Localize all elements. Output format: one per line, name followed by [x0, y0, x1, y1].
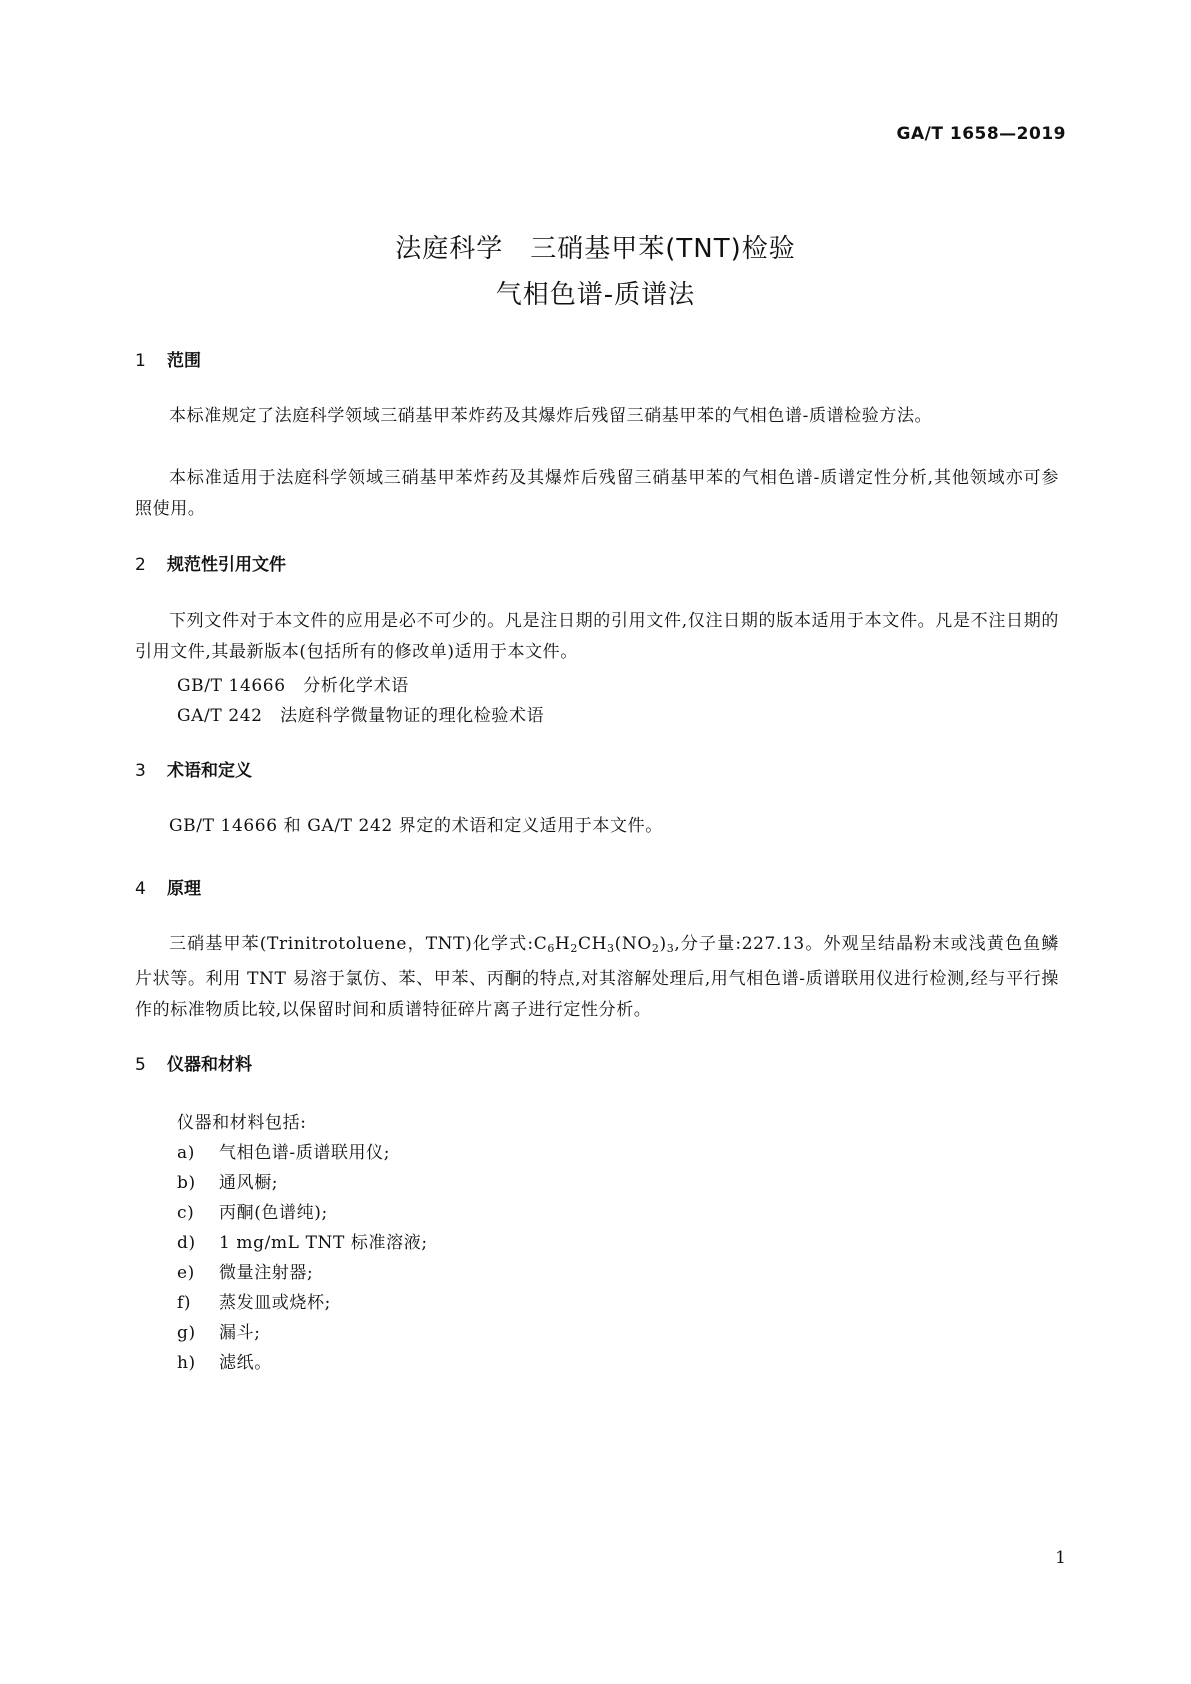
- list-item: [177, 1258, 313, 1283]
- list-marker: b): [177, 1173, 196, 1193]
- list-item-text: 丙酮(色谱纯);: [219, 1203, 328, 1223]
- list-marker: a): [177, 1143, 195, 1163]
- principle-text-d: (NO: [614, 934, 652, 954]
- list-item-text: 1 mg/mL TNT 标准溶液;: [219, 1233, 428, 1253]
- list-item: [177, 1198, 328, 1223]
- section-1-paragraph-1: 本标准规定了法庭科学领域三硝基甲苯炸药及其爆炸后残留三硝基甲苯的气相色谱-质谱检验方法。: [169, 406, 933, 426]
- subscript: 3: [607, 942, 615, 955]
- list-item-text: 漏斗;: [219, 1323, 261, 1343]
- document-title-line1: 法庭科学 三硝基甲苯(TNT)检验: [395, 234, 796, 264]
- list-item: [177, 1138, 390, 1163]
- principle-text-b: H: [554, 934, 571, 954]
- section-title: 规范性引用文件: [167, 555, 286, 575]
- subscript: 3: [666, 942, 675, 955]
- principle-text-f: ,分子量:227.13。外观呈结晶粉末或浅黄色鱼鳞片状等。利用 TNT 易溶于氯仿、苯、甲苯、丙酮的特点,对其溶解处理后,用气相色谱-质谱联用仪进行检测,经与平行操作的标准物质比较,以保留时间和质谱特征碎片离子进行定性分析。: [135, 934, 1059, 1020]
- list-item-text: 通风橱;: [219, 1173, 279, 1193]
- list-item-text: 微量注射器;: [219, 1263, 314, 1283]
- list-item: [177, 1318, 261, 1343]
- list-marker: d): [177, 1233, 196, 1253]
- list-marker: g): [177, 1323, 196, 1343]
- document-code: GA/T 1658—2019: [896, 124, 1066, 144]
- list-item: [177, 1288, 331, 1313]
- section-1-paragraph-2: 本标准适用于法庭科学领域三硝基甲苯炸药及其爆炸后残留三硝基甲苯的气相色谱-质谱定性分析,其他领域亦可参照使用。: [135, 468, 1059, 519]
- section-4-paragraph-1: [135, 929, 1059, 1026]
- list-item-text: 蒸发皿或烧杯;: [219, 1293, 331, 1313]
- list-item-text: 气相色谱-质谱联用仪;: [219, 1143, 391, 1163]
- section-title: 范围: [167, 351, 201, 371]
- section-number: 4: [135, 879, 146, 899]
- section-title: 原理: [167, 879, 201, 899]
- list-item: [177, 1348, 272, 1373]
- section-number: 2: [135, 555, 146, 575]
- principle-text-c: CH: [577, 934, 608, 954]
- section-number: 5: [135, 1055, 146, 1075]
- normative-reference-1: GB/T 14666 分析化学术语: [177, 676, 409, 696]
- section-title: 仪器和材料: [167, 1055, 252, 1075]
- section-2-paragraph-1: 下列文件对于本文件的应用是必不可少的。凡是注日期的引用文件,仅注日期的版本适用于本文件。凡是不注日期的引用文件,其最新版本(包括所有的修改单)适用于本文件。: [135, 611, 1059, 662]
- list-marker: f): [177, 1293, 192, 1313]
- section-1-heading: [135, 346, 201, 371]
- section-3-paragraph-1: GB/T 14666 和 GA/T 242 界定的术语和定义适用于本文件。: [169, 816, 663, 836]
- section-2-heading: [135, 550, 286, 575]
- list-marker: h): [177, 1353, 196, 1373]
- subscript: 6: [547, 942, 555, 955]
- list-item: [177, 1228, 428, 1253]
- principle-text-a: 三硝基甲苯(Trinitrotoluene，TNT)化学式:C: [169, 934, 548, 954]
- section-4-heading: [135, 874, 201, 899]
- document-title-line2: 气相色谱-质谱法: [495, 280, 696, 310]
- section-5-heading: [135, 1050, 252, 1075]
- principle-text-e: ): [659, 934, 667, 954]
- section-number: 3: [135, 761, 146, 781]
- normative-reference-2: GA/T 242 法庭科学微量物证的理化检验术语: [177, 706, 545, 726]
- list-item: [177, 1168, 278, 1193]
- materials-intro: 仪器和材料包括:: [177, 1113, 307, 1133]
- subscript: 2: [570, 942, 578, 955]
- list-marker: e): [177, 1263, 195, 1283]
- section-title: 术语和定义: [167, 761, 252, 781]
- subscript: 2: [651, 942, 660, 955]
- page-number: 1: [1055, 1548, 1066, 1568]
- section-number: 1: [135, 351, 146, 371]
- section-3-heading: [135, 756, 252, 781]
- list-item-text: 滤纸。: [219, 1353, 272, 1373]
- list-marker: c): [177, 1203, 195, 1223]
